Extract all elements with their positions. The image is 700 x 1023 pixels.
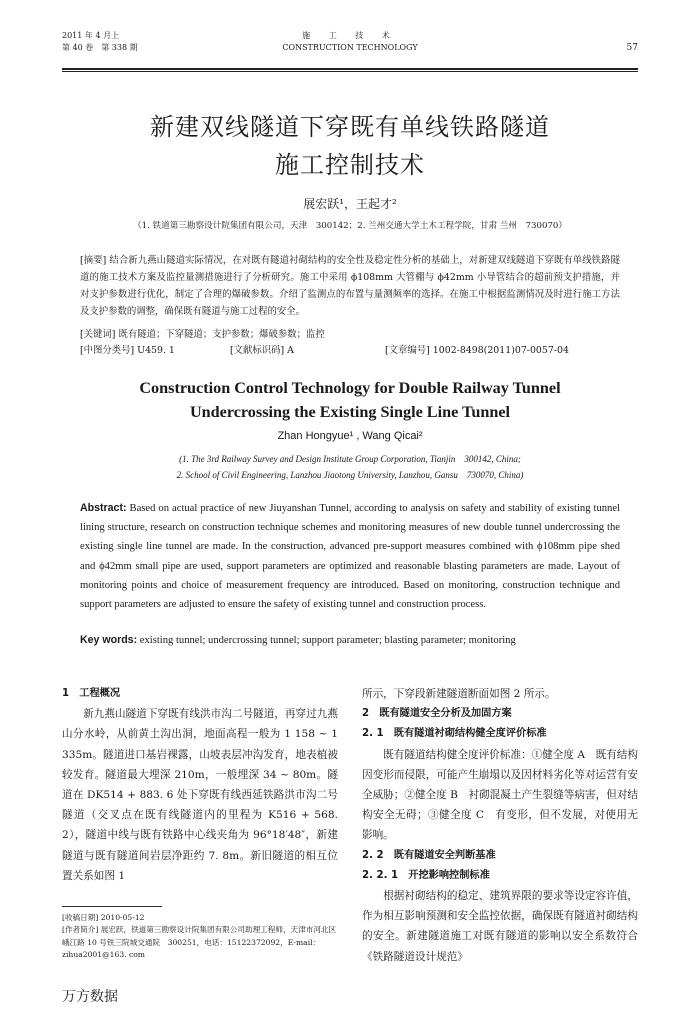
keywords-cn-label: [关键词] [80, 329, 116, 340]
footnote [62, 912, 338, 962]
abstract-en-text: Based on actual practice of new Jiuyanshan Tunnel, according to analysis on safety and stability of existing tunnel lining structure, research on construction technique schemes and monitoring measures of new double tunnel undercrossing the existing single line tunnel are made. In the construction, advanced pre-support measures combined with ϕ108mm pipe shed and ϕ42mm small pipe are used, support parameters are optimized and reasonable blasting parameters are made. Layout of monitoring points and choice of measurement frequency are introduced. Based on monitoring, construction technique and support parameters are adjusted to ensure the safety of existing tunnel and construction process. [80, 503, 620, 611]
subsection-heading: 2. 2 既有隧道安全判断基准 [362, 849, 496, 861]
body-paragraph: 既有隧道结构健全度评价标准：①健全度 A 既有结构因变形而侵限，可能产生崩塌以及因材料劣化等对运营有安全威胁；②健全度 B 衬砌混凝土产生裂缝等病害，但对结构安全无碍；③健全度 C 有变形，但不发展，对使用无影响。 [362, 748, 638, 842]
journal-name-en: CONSTRUCTION TECHNOLOGY [282, 43, 418, 52]
received-date: [收稿日期] 2010-05-12 [62, 913, 145, 922]
abstract-en-label: Abstract: [80, 502, 127, 514]
affiliation-en-1: (1. The 3rd Railway Survey and Design Institute Group Corporation, Tianjin 300142, China; [179, 454, 521, 464]
keywords-cn [80, 327, 620, 342]
authors-en: Zhan Hongyue¹ , Wang Qicai² [277, 430, 423, 442]
title-en-line-2: Undercrossing the Existing Single Line Tunnel [189, 403, 511, 421]
keywords-cn-text: 既有隧道；下穿隧道；支护参数；爆破参数；监控 [118, 329, 325, 340]
title-cn-line-2: 施工控制技术 [275, 151, 425, 179]
keywords-en-text: existing tunnel; undercrossing tunnel; support parameter; blasting parameter; monitoring [139, 635, 516, 646]
database-watermark: 万方数据 [62, 989, 118, 1005]
abstract-en [80, 499, 620, 614]
title-cn-line-1: 新建双线隧道下穿既有单线铁路隧道 [150, 113, 550, 141]
header-rule [62, 68, 638, 72]
subsection-heading: 2. 1 既有隧道衬砌结构健全度评价标准 [362, 728, 547, 740]
section-heading: 2 既有隧道安全分析及加固方案 [362, 708, 512, 720]
keywords-en [80, 631, 620, 650]
body-column-right [362, 684, 638, 967]
page-number: 57 [626, 43, 638, 53]
abstract-cn-label: [摘要] [80, 255, 107, 266]
clc-number: [中图分类号] U459. 1 [80, 345, 175, 356]
body-column-left [62, 684, 338, 886]
running-header [62, 30, 638, 78]
issue-date: 2011 年 4 月上 [62, 31, 120, 40]
journal-name [62, 30, 638, 54]
body-paragraph: 根据衬砌结构的稳定、建筑界限的要求等设定容许值，作为相互影响预测和安全监控依据，确保既有隧道衬砌结构的安全。新建隧道施工对既有隧道的影响以安全系数符合《铁路隧道设计规范》 [362, 890, 638, 963]
footnote-rule [62, 906, 162, 907]
article-title-cn [0, 108, 700, 184]
section-heading: 1 工程概况 [62, 688, 121, 699]
body-paragraph: 所示，下穿段新建隧道断面如图 2 所示。 [362, 688, 556, 700]
journal-name-cn: 施 工 技 术 [302, 31, 398, 40]
article-title-en [0, 376, 700, 424]
subsubsection-heading: 2. 2. 1 开挖影响控制标准 [362, 869, 490, 881]
volume-number: 第 40 卷 第 338 期 [62, 43, 138, 52]
keywords-en-label: Key words: [80, 634, 138, 646]
affiliation-en-2: 2. School of Civil Engineering, Lanzhou Jiaotong University, Lanzhou, Gansu 730070, China) [176, 470, 524, 480]
abstract-cn-text: 结合新九燕山隧道实际情况，在对既有隧道衬砌结构的安全性及稳定性分析的基础上，对新建双线隧道下穿既有单线铁路隧道的施工技术方案及监控量测措施进行了分析研究。施工中采用 ϕ108mm 大管棚与 ϕ42mm 小导管结合的超前预支护措施，并对支护参数进行优化，制定了合理的爆破参数。介绍了监测点的布置与量测频率的选择。在施工中根据监测情况及时进行施工方法及支护参数的调整，确保既有隧道与施工过程的安全。 [80, 255, 620, 317]
article-number: [文章编号] 1002-8498(2011)07-0057-04 [385, 345, 569, 356]
affiliations-cn: （1. 铁道第三勘察设计院集团有限公司，天津 300142；2. 兰州交通大学土木工程学院，甘肃 兰州 730070） [133, 221, 567, 231]
body-paragraph: 新九燕山隧道下穿既有线洪市沟二号隧道，再穿过九燕山分水岭，从前黄土沟出洞，地面高程一般为 1 158 ~ 1 335m。隧道进口基岩裸露，山坡表层冲沟发育，地表植被较发育。隧道最大埋深 210m，一般埋深 34 ~ 80m。隧道在 DK514 + 883. 6 处下穿既有线西延铁路洪市沟二号隧道（交叉点在既有线隧道内的里程为 K516 + 568. 2），隧道中线与既有铁路中心线夹角为 96°18′48″，新建隧道与既有隧道间岩层净距约 7. 8m。新旧隧道的相互位置关系如图 1 [62, 708, 338, 882]
document-code: [文献标识码] A [230, 345, 294, 356]
title-en-line-1: Construction Control Technology for Double Railway Tunnel [139, 379, 561, 397]
abstract-cn [80, 252, 620, 320]
affiliations-en [0, 451, 700, 483]
author-introduction: [作者简介] 展宏跃，铁道第三勘察设计院集团有限公司助理工程师，天津市河北区峨江路 10 号铁三院城交通院 300251，电话：15122372092，E-mail：zihua2001@163. com [62, 925, 337, 960]
authors-cn: 展宏跃¹，王起才² [303, 197, 397, 211]
